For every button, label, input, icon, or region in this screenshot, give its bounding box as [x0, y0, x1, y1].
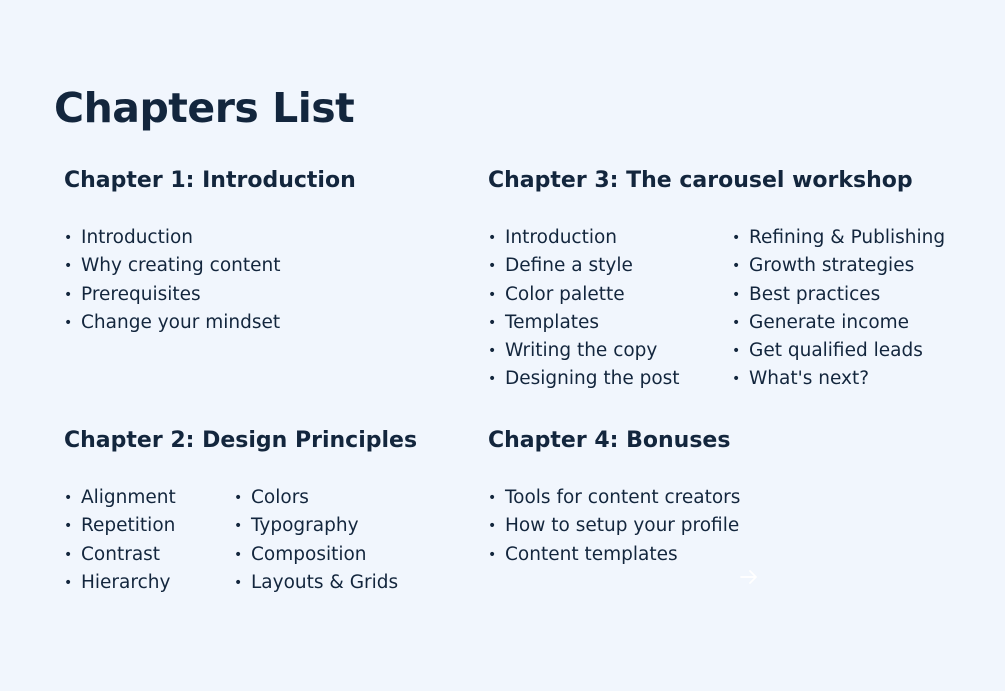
chapter-2-topic-list-left — [64, 484, 176, 597]
list-item: • Introduction — [488, 224, 680, 252]
chapter-4-section — [488, 426, 741, 565]
list-item: • Tools for content creators — [488, 484, 740, 512]
chapter-1-section — [64, 166, 356, 333]
list-item: • Designing the post — [488, 365, 680, 393]
chapter-4-title: Chapter 4: Bonuses — [488, 428, 731, 453]
list-item: • Writing the copy — [488, 337, 680, 365]
list-item: • Refining & Publishing — [732, 224, 945, 252]
chapter-3-section — [488, 166, 946, 390]
chapter-2-topic-list-right — [234, 484, 398, 597]
chapter-3-title: Chapter 3: The carousel workshop — [488, 168, 913, 193]
list-item: • Content templates — [488, 541, 740, 569]
list-item: • Color palette — [488, 281, 680, 309]
list-item: • Colors — [234, 484, 398, 512]
list-item: • Define a style — [488, 252, 680, 280]
list-item: • How to setup your profile — [488, 512, 740, 540]
list-item: • Change your mindset — [64, 309, 281, 337]
list-item: • Introduction — [64, 224, 281, 252]
list-item: • Get qualified leads — [732, 337, 945, 365]
list-item: • Typography — [234, 512, 398, 540]
list-item: • Templates — [488, 309, 680, 337]
chapter-3-topic-list-left — [488, 224, 680, 394]
list-item: • What's next? — [732, 365, 945, 393]
list-item: • Contrast — [64, 541, 176, 569]
arrow-right-icon[interactable] — [738, 566, 760, 588]
list-item: • Generate income — [732, 309, 945, 337]
list-item: • Prerequisites — [64, 281, 281, 309]
chapter-3-topic-list-right — [732, 224, 945, 394]
list-item: • Growth strategies — [732, 252, 945, 280]
chapter-1-topic-list — [64, 224, 281, 337]
list-item: • Best practices — [732, 281, 945, 309]
list-item: • Repetition — [64, 512, 176, 540]
chapter-2-section — [64, 426, 418, 593]
chapter-2-title: Chapter 2: Design Principles — [64, 428, 418, 453]
list-item: • Alignment — [64, 484, 176, 512]
list-item: • Composition — [234, 541, 398, 569]
list-item: • Layouts & Grids — [234, 569, 398, 597]
page-title: Chapters List — [54, 84, 355, 132]
list-item: • Why creating content — [64, 252, 281, 280]
chapter-1-title: Chapter 1: Introduction — [64, 168, 356, 193]
list-item: • Hierarchy — [64, 569, 176, 597]
chapter-4-topic-list — [488, 484, 740, 569]
